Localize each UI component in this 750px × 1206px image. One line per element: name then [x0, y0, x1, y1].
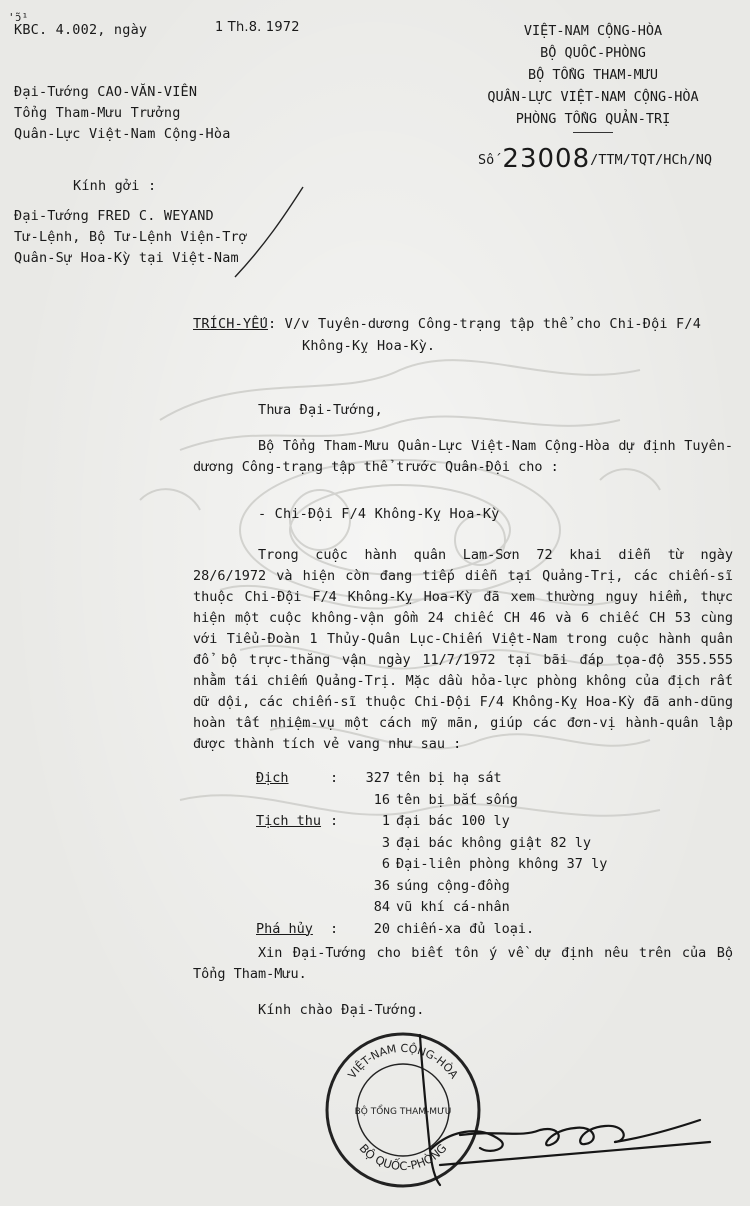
recipient-line-2: Tư-Lệnh, Bộ Tư-Lệnh Viện-Trợ	[14, 229, 248, 245]
paragraph-intent: Bộ Tổng Tham-Mưu Quân-Lực Việt-Nam Cộng-Hòa dự định Tuyên-dương Công-trạng tập thể trước Quân-Đội cho :	[193, 438, 733, 475]
salutation: Thưa Đại-Tướng,	[258, 402, 383, 418]
list-item: 6 Đại-liên phòng không 37 ly	[381, 856, 608, 872]
header-line-3: BỘ TỔNG THAM-MƯU	[527, 67, 659, 83]
header-divider	[573, 132, 613, 133]
header-line-5: PHÒNG TỔNG QUẢN-TRỊ	[515, 111, 671, 127]
list-item: Phá hủy : 20 chiến-xa đủ loại.	[256, 920, 535, 937]
subject-line-1: : V/v Tuyên-dương Công-trạng tập thể cho Chi-Đội F/4	[268, 316, 702, 332]
issuer-header	[468, 20, 718, 135]
list-item: 84 vũ khí cá-nhân	[373, 899, 510, 915]
kbc-line: KBC. 4.002, ngày	[14, 22, 148, 38]
letter-date: 1 Th.8. 1972	[215, 20, 300, 35]
sender-line-3: Quân-Lực Việt-Nam Cộng-Hòa	[14, 126, 231, 142]
list-item: Tịch thu : 1 đại bác 100 ly	[256, 813, 510, 829]
paragraph-request: Xin Đại-Tướng cho biết tôn ý về dự định nêu trên của Bộ Tổng Tham-Mưu.	[193, 945, 733, 982]
sender-line-1: Đại-Tướng CAO-VĂN-VIÊN	[14, 84, 198, 100]
seal-bottom-text: BỘ QUỐC-PHÒNG	[356, 1141, 450, 1174]
subject-line-2: Không-Kỵ Hoa-Kỳ.	[302, 338, 436, 354]
subject-label: TRÍCH-YẾU	[193, 316, 268, 332]
list-item: Địch : 327 tên bị hạ sát	[256, 770, 502, 786]
list-item: 36 súng cộng-đồng	[373, 877, 510, 894]
ref-suffix: /TTM/TQT/HCh/NQ	[590, 152, 713, 168]
signature	[400, 1030, 720, 1190]
list-item: 3 đại bác không giật 82 ly	[381, 834, 592, 851]
closing-line: Kính chào Đại-Tướng.	[258, 1002, 425, 1018]
honored-unit: - Chi-Đội F/4 Không-Kỵ Hoa-Kỳ	[258, 506, 500, 522]
results-list	[256, 768, 607, 940]
list-item: 16 tên bị bắt sống	[373, 791, 518, 808]
corner-mark: 'ɔ̃¹	[8, 11, 29, 24]
reference-number	[478, 144, 712, 174]
ref-number: 23008	[502, 144, 591, 174]
recipient-line-3: Quân-Sự Hoa-Kỳ tại Việt-Nam	[14, 250, 239, 266]
header-line-4: QUÂN-LỰC VIỆT-NAM CỘNG-HÒA	[487, 89, 699, 105]
sender-line-2: Tổng Tham-Mưu Trưởng	[14, 105, 181, 121]
header-line-1: VIỆT-NAM CỘNG-HÒA	[523, 23, 663, 39]
greeting-to: Kính gởi :	[73, 178, 157, 194]
recipient-line-1: Đại-Tướng FRED C. WEYAND	[14, 208, 214, 224]
seal-top-text: VIỆT-NAM CỘNG-HÒA	[345, 1041, 461, 1082]
header-line-2: BỘ QUỐC-PHÒNG	[540, 45, 646, 61]
seal-center-text: BỘ TỔNG THAM-MƯU	[354, 1107, 452, 1117]
ref-prefix: Số	[478, 152, 495, 168]
paragraph-action: Trong cuộc hành quân Lam-Sơn 72 khai diễn từ ngày 28/6/1972 và hiện còn đang tiếp diễn tại Quảng-Trị, các chiến-sĩ thuộc Chi-Đội F/4 Không-Kỵ Hoa-Kỳ đã xem thường nguy hiểm, thực hiện một cuộc không-vận gồm 24 chiếc CH 46 và 6 chiếc CH 53 cùng với Tiểu-Đoàn 1 Thủy-Quân Lục-Chiến Việt-Nam trong cuộc hành quân đổ bộ trực-thăng vận ngày 11/7/1972 tại bãi đáp tọa-độ 355.555 nhằm tái chiếm Quảng-Trị. Mặc dầu hỏa-lực phòng không của địch rất dữ dội, các chiến-sĩ thuộc Chi-Đội F/4 Không-Kỵ Hoa-Kỳ đã anh-dũng hoàn tất nhiệm-vụ một cách mỹ mãn, giúp các đơn-vị hành-quân lập được thành tích vẻ vang như sau :	[193, 547, 733, 752]
